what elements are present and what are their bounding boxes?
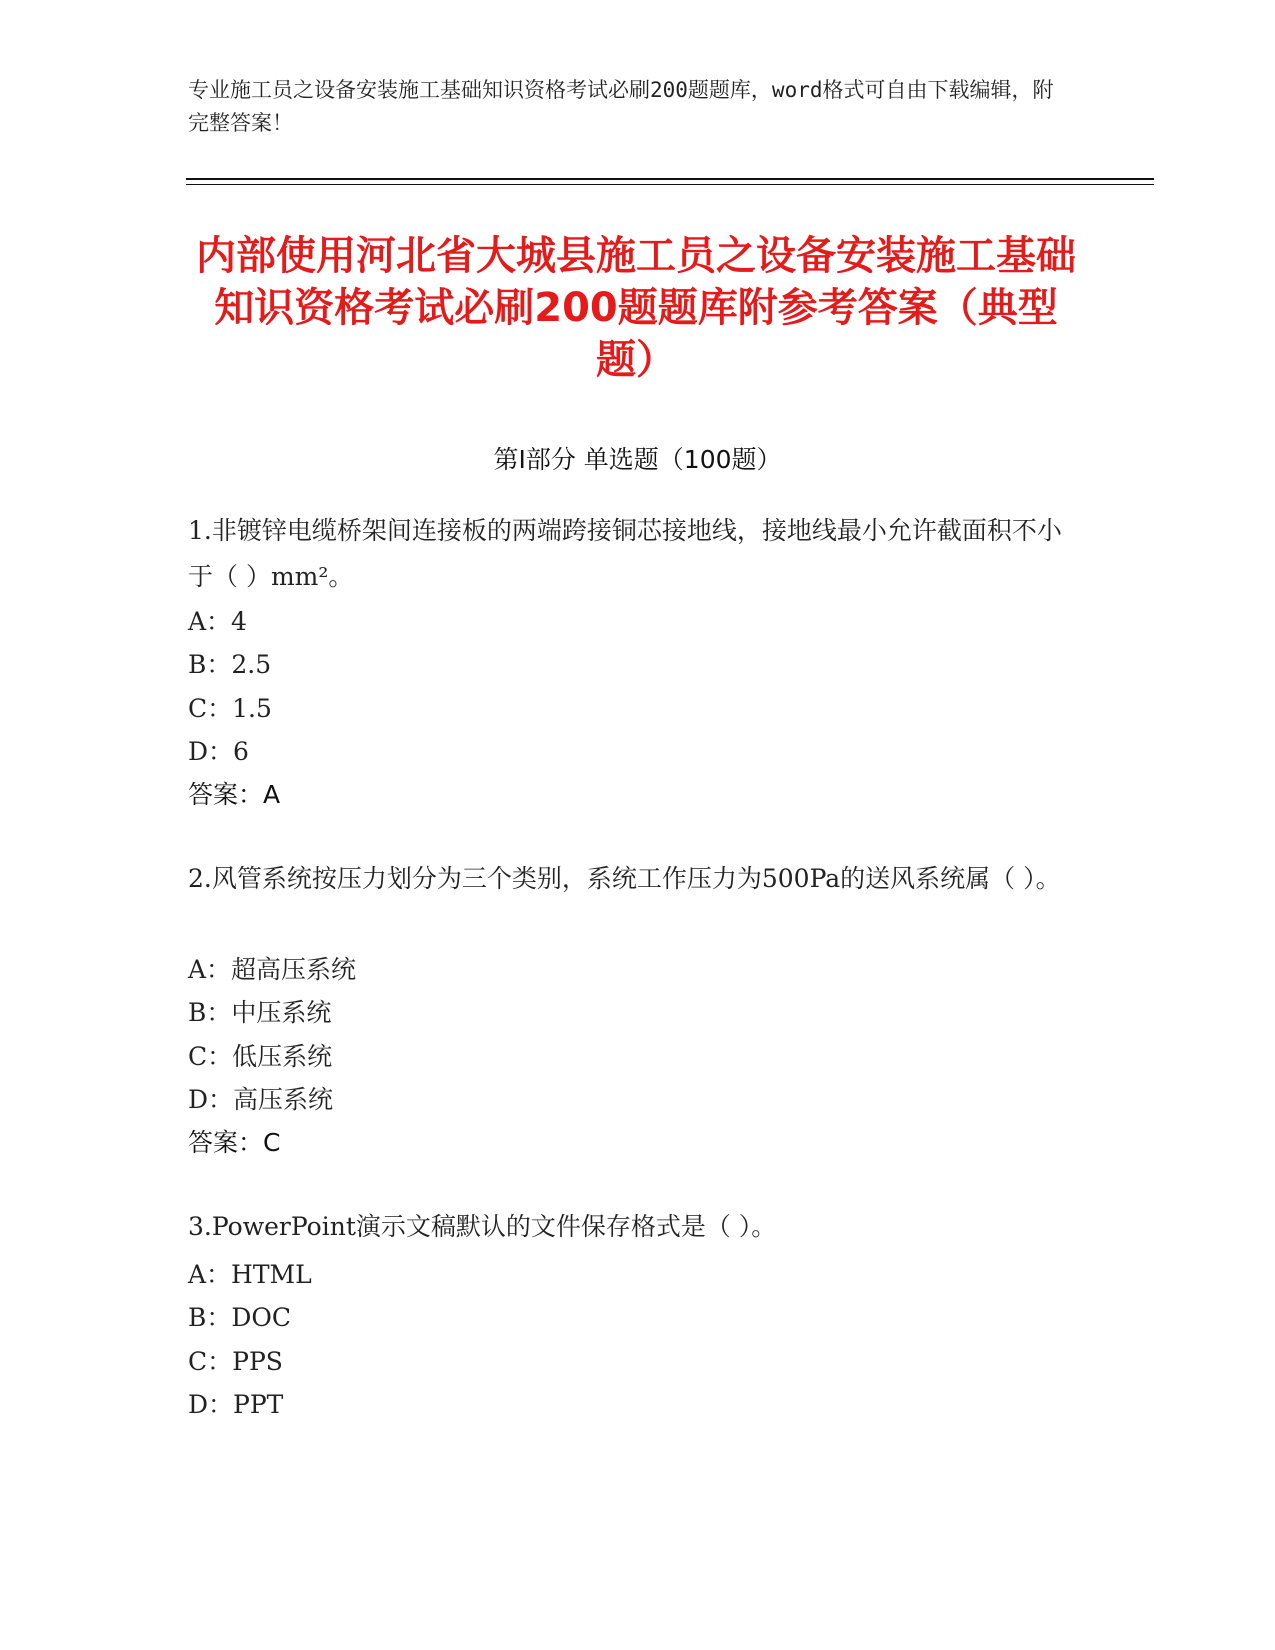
question-3-option-b: B：DOC bbox=[188, 1303, 292, 1332]
question-2-option-a: A：超高压系统 bbox=[188, 955, 357, 984]
question-3-text: 3.PowerPoint演示文稿默认的文件保存格式是（ ）。 bbox=[188, 1212, 777, 1241]
header-divider-thin bbox=[186, 184, 1154, 185]
question-3-option-c: C：PPS bbox=[188, 1347, 283, 1376]
header-note: 专业施工员之设备安装施工基础知识资格考试必刷200题题库，word格式可自由下载编辑，附完整答案！ bbox=[188, 78, 1054, 135]
question-2-option-b: B：中压系统 bbox=[188, 998, 332, 1027]
question-1-option-a: A：4 bbox=[188, 607, 247, 636]
question-1-option-d: D：6 bbox=[188, 737, 249, 766]
question-1-answer: 答案：A bbox=[188, 780, 281, 809]
question-1-option-c: C：1.5 bbox=[188, 694, 272, 723]
question-2-text: 2.风管系统按压力划分为三个类别，系统工作压力为500Pa的送风系统属（ ）。 bbox=[188, 864, 1061, 893]
question-2-option-c: C：低压系统 bbox=[188, 1042, 333, 1071]
question-2-option-d: D：高压系统 bbox=[188, 1085, 334, 1114]
question-2-answer: 答案：C bbox=[188, 1128, 281, 1157]
question-1-option-b: B：2.5 bbox=[188, 650, 272, 679]
question-1-text: 1.非镀锌电缆桥架间连接板的两端跨接铜芯接地线，接地线最小允许截面积不小于（ ）mm²。 bbox=[188, 516, 1062, 591]
header-divider bbox=[186, 178, 1154, 180]
question-3-option-d: D：PPT bbox=[188, 1390, 284, 1419]
section-title: 第Ⅰ部分 单选题（100题） bbox=[493, 445, 782, 474]
document-title: 内部使用河北省大城县施工员之设备安装施工基础知识资格考试必刷200题题库附参考答案（典型题） bbox=[196, 233, 1076, 383]
question-3-option-a: A：HTML bbox=[188, 1260, 312, 1289]
